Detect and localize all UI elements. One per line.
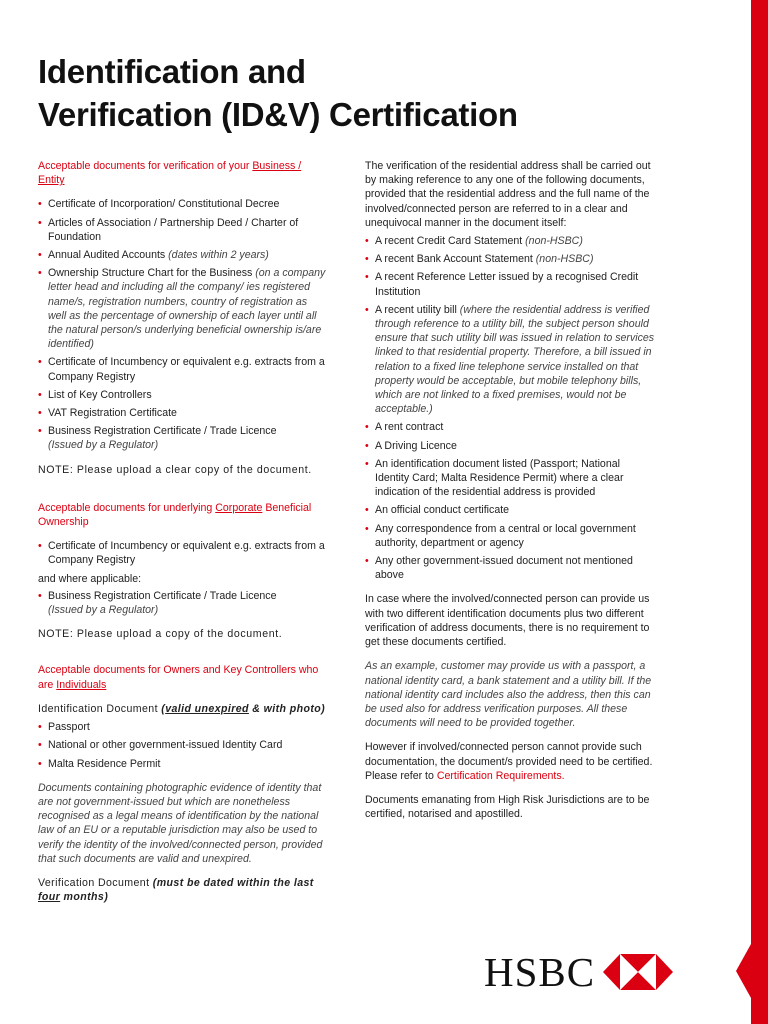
list-item: • An identification document listed (Passport; National Identity Card; Malta Residence Permit) where a clear indication of the residential address is provided — [365, 457, 655, 500]
certification-paragraph: However if involved/connected person cannot provide such documentation, the document/s provided need to be certified. Please refer to Certification Requirements. — [365, 741, 653, 782]
business-upload-note: NOTE: Please upload a clear copy of the document. — [38, 463, 312, 476]
corporate-documents-list — [38, 539, 328, 567]
high-risk-paragraph: Documents emanating from High Risk Jurisdictions are to be certified, notarised and apostilled. — [365, 793, 650, 821]
verification-document-heading: Verification Document (must be dated within the last four months) — [38, 876, 314, 904]
certification-requirements-link[interactable]: Certification Requirements. — [436, 769, 565, 782]
list-item: • Business Registration Certificate / Trade Licence (Issued by a Regulator) — [38, 589, 328, 617]
list-item: • List of Key Controllers — [38, 388, 328, 402]
business-documents-list — [38, 197, 328, 452]
list-item: • A recent Bank Account Statement (non-HSBC) — [365, 252, 655, 266]
list-item: • Ownership Structure Chart for the Business (on a company letter head and including all the company/ ies registered name/s, registration numbers, country of registration as well as the percentage of ownership of each layer until all the natural person/s underlying beneficial ownership is/are identified) — [38, 266, 328, 351]
list-item: • A recent Credit Card Statement (non-HSBC) — [365, 234, 655, 248]
corporate-upload-note: NOTE: Please upload a copy of the document. — [38, 628, 283, 641]
page-title — [38, 50, 518, 136]
list-item: • Certificate of Incumbency or equivalent e.g. extracts from a Company Registry — [38, 539, 328, 567]
list-item: • A Driving Licence — [365, 439, 655, 453]
address-verification-intro: The verification of the residential address shall be carried out by making reference to any one of the following documents, provided that the residential address and the full name of the involved/connected person are referred to in a clear and unequivocal manner in the document itself: — [365, 160, 651, 229]
list-item: • Malta Residence Permit — [38, 757, 328, 771]
title-line-2: Verification (ID&V) Certification — [38, 96, 518, 133]
business-entity-link[interactable]: Business / Entity — [38, 160, 302, 187]
list-item: • A recent utility bill (where the residential address is verified through reference to a utility bill, the subject person should ensure that such utility bill was issued in relation to services linked to that residential property. Therefore, a bill issued in relation to a fixed line telephone service installed on that property would be acceptable, but mobile telephony bills, which are not linked to a fixed premises, would not be acceptable.) — [365, 303, 655, 417]
list-item: • Passport — [38, 720, 328, 734]
list-item: • National or other government-issued Identity Card — [38, 738, 328, 752]
list-item: • Any other government-issued document not mentioned above — [365, 554, 655, 582]
list-item: • Any correspondence from a central or local government authority, department or agency — [365, 522, 655, 550]
owners-section-title: Acceptable documents for Owners and Key Controllers who are Individuals — [38, 664, 319, 691]
list-item: • Annual Audited Accounts (dates within 2 years) — [38, 248, 328, 262]
two-documents-paragraph: In case where the involved/connected person can provide us with two different identification documents plus two different verification of address documents, there is no requirement to get these documents certified. — [365, 593, 650, 649]
red-edge-stripe — [751, 0, 768, 1024]
list-item: • A recent Reference Letter issued by a recognised Credit Institution — [365, 270, 655, 298]
list-item: • Articles of Association / Partnership Deed / Charter of Foundation — [38, 216, 328, 244]
corporate-section-title: Acceptable documents for underlying Corporate Beneficial Ownership — [38, 501, 312, 529]
identification-documents-list — [38, 720, 328, 771]
address-documents-list — [365, 234, 655, 582]
photographic-evidence-paragraph: Documents containing photographic evidence of identity that are not government-issued but which are nonetheless recognised as a legal means of identification by the national law of an EU or a reputable jurisdiction may also be used to verify the identity of the involved/connected person, provided that such documents are valid and unexpired. — [38, 781, 323, 865]
hsbc-hexagon-icon — [603, 954, 673, 990]
list-item: • Certificate of Incumbency or equivalent e.g. extracts from a Company Registry — [38, 355, 328, 383]
list-item: • A rent contract — [365, 420, 655, 434]
title-line-1: Identification and — [38, 53, 306, 90]
identification-document-heading: Identification Document (valid unexpired & with photo) — [38, 702, 326, 715]
and-where-applicable: and where applicable: — [38, 572, 142, 585]
edge-notch — [736, 944, 751, 998]
logo-text: HSBC — [484, 949, 596, 995]
list-item: • An official conduct certificate — [365, 503, 655, 517]
business-section-title: Acceptable documents for verification of your Business / Entity — [38, 160, 302, 187]
right-column — [365, 159, 655, 831]
example-paragraph: As an example, customer may provide us with a passport, a national identity card, a bank statement and a utility bill. If the national identity card includes also the address, then this can be used also for address verification purposes. All these documents will need to be provided together. — [365, 660, 652, 730]
list-item: • Business Registration Certificate / Trade Licence (Issued by a Regulator) — [38, 424, 328, 452]
individuals-link[interactable]: Individuals — [56, 678, 107, 691]
left-column — [38, 159, 328, 908]
hsbc-logo — [484, 950, 673, 994]
corporate-link[interactable]: Corporate — [215, 501, 263, 514]
list-item: • VAT Registration Certificate — [38, 406, 328, 420]
list-item: • Certificate of Incorporation/ Constitutional Decree — [38, 197, 328, 211]
